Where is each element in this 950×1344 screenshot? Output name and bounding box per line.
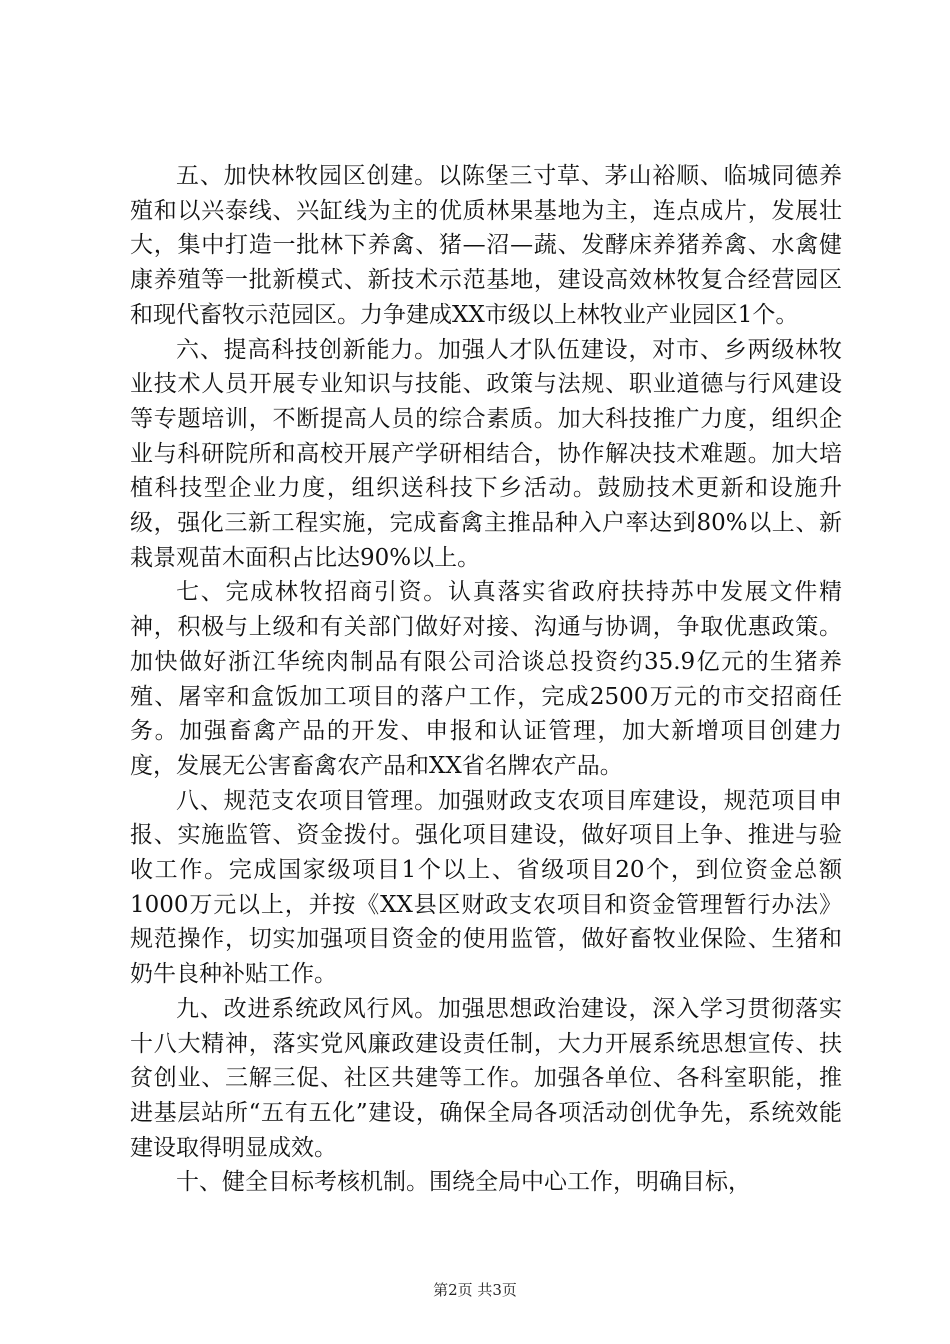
paragraph-7-investment: 七、完成林牧招商引资。认真落实省政府扶持苏中发展文件精神，积极与上级和有关部门做好对接、沟通与协调，争取优惠政策。加快做好浙江华统肉制品有限公司洽谈总投资约35.9亿元的生猪养殖、屠宰和盒饭加工项目的落户工作，完成2500万元的市交招商任务。加强畜禽产品的开发、申报和认证管理，加大新增项目创建力度，发展无公害畜禽农产品和XX省名牌农产品。 — [130, 579, 842, 779]
paragraph-8-project-management: 八、规范支农项目管理。加强财政支农项目库建设，规范项目申报、实施监管、资金拨付。强化项目建设，做好项目上争、推进与验收工作。完成国家级项目1个以上、省级项目20个，到位资金总额1000万元以上，并按《XX县区财政支农项目和资金管理暂行办法》规范操作，切实加强项目资金的使用监管，做好畜牧业保险、生猪和奶牛良种补贴工作。 — [130, 787, 842, 988]
paragraph-10-assessment: 十、健全目标考核机制。围绕全局中心工作，明确目标， — [176, 1169, 751, 1196]
paragraph-6-tech-innovation: 六、提高科技创新能力。加强人才队伍建设，对市、乡两级林牧业技术人员开展专业知识与技能、政策与法规、职业道德与行风建设等专题培训，不断提高人员的综合素质。加大科技推广力度，组织企业与科研院所和高校开展产学研相结合，协作解决技术难题。加大培植科技型企业力度，组织送科技下乡活动。鼓励技术更新和设施升级，强化三新工程实施，完成畜禽主推品种入户率达到80%以上、新栽景观苗木面积占比达90%以上。 — [130, 336, 842, 571]
page-footer: 第2页 共3页 — [433, 1281, 517, 1299]
paragraph-5-forestry-park: 五、加快林牧园区创建。以陈堡三寸草、茅山裕顺、临城同德养殖和以兴泰线、兴缸线为主的优质林果基地为主，连点成片，发展壮大，集中打造一批林下养禽、猪—沼—蔬、发酵床养猪养禽、水禽健康养殖等一批新模式、新技术示范基地，建设高效林牧复合经营园区和现代畜牧示范园区。力争建成XX市级以上林牧业产业园区1个。 — [130, 163, 842, 328]
document-body — [130, 159, 842, 1200]
paragraph-9-work-style: 九、改进系统政风行风。加强思想政治建设，深入学习贯彻落实十八大精神，落实党风廉政建设责任制，大力开展系统思想宣传、扶贫创业、三解三促、社区共建等工作。加强各单位、各科室职能，推进基层站所“五有五化”建设，确保全局各项活动创优争先，系统效能建设取得明显成效。 — [130, 995, 842, 1161]
